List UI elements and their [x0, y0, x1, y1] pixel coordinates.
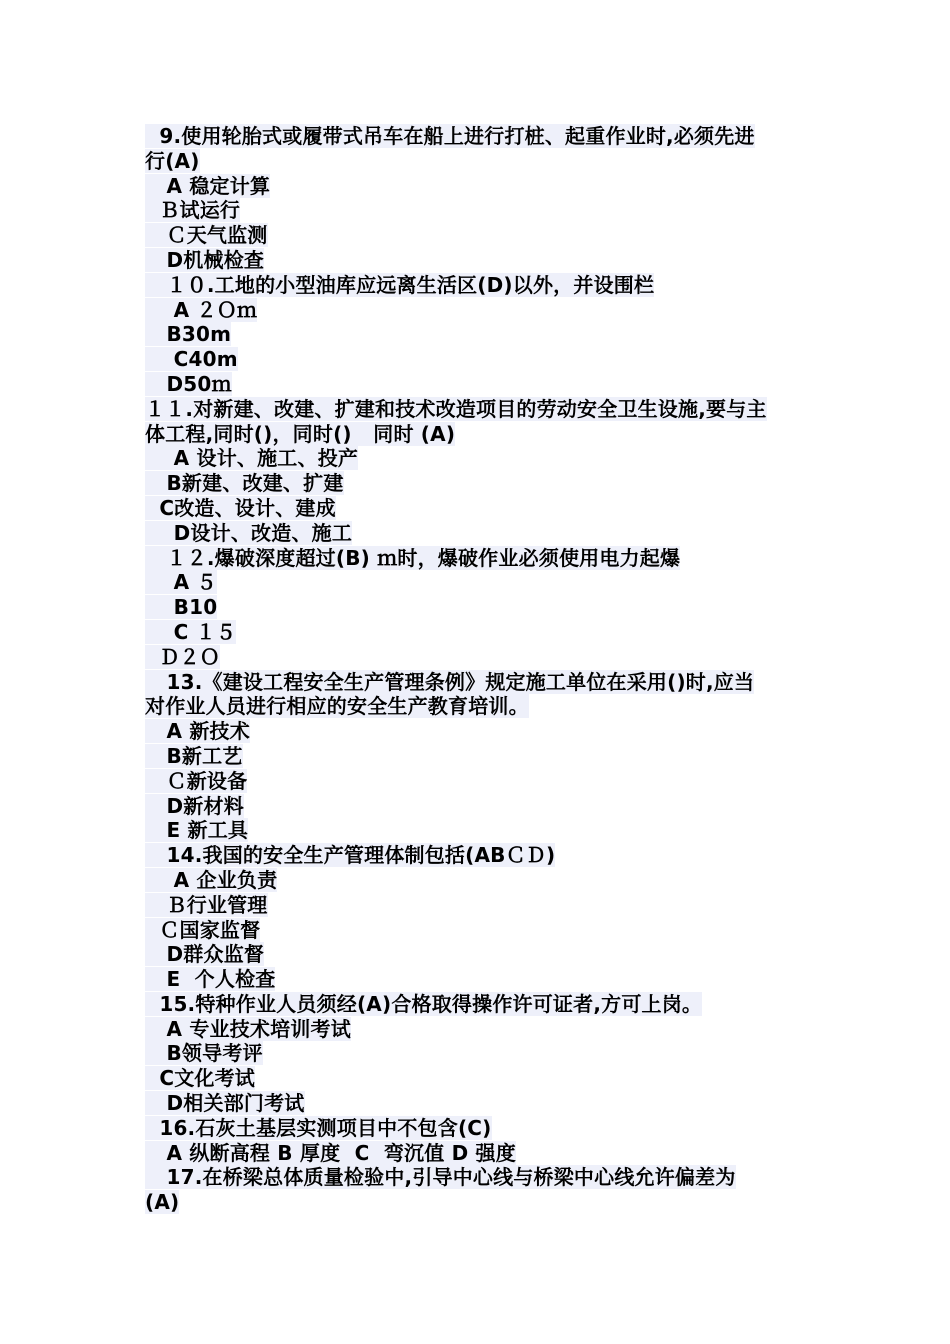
- text-line: [145, 645, 885, 670]
- line-text: A 设计、施工、投产: [145, 446, 359, 471]
- line-text: 9.使用轮胎式或履带式吊车在船上进行打桩、起重作业时,必须先进: [145, 124, 755, 148]
- line-text: 行(A): [145, 148, 200, 173]
- line-text: C １５: [145, 619, 237, 644]
- line-text: Ｃ新设备: [145, 768, 248, 793]
- line-text: C文化考试: [145, 1066, 256, 1091]
- line-text: B新工艺: [145, 743, 243, 768]
- line-text: (A): [145, 1190, 180, 1215]
- line-text: D相关部门考试: [145, 1091, 305, 1116]
- text-line: [145, 1091, 885, 1116]
- text-line: [145, 273, 885, 298]
- line-text: A 新技术: [145, 719, 250, 744]
- text-line: [145, 372, 885, 397]
- text-line: [145, 546, 885, 571]
- text-line: [145, 1141, 885, 1166]
- text-line: [145, 769, 885, 794]
- line-text: １１.对新建、改建、扩建和技术改造项目的劳动安全卫生设施,要与主: [145, 396, 767, 421]
- line-text: A 稳定计算: [145, 173, 271, 198]
- text-line: [145, 942, 885, 967]
- line-text: D新材料: [145, 793, 244, 818]
- line-text: 13.《建设工程安全生产管理条例》规定施工单位在采用()时,应当: [145, 669, 755, 694]
- line-text: 14.我国的安全生产管理体制包括(ABＣＤ): [145, 843, 556, 868]
- line-text: A 纵断高程 B 厚度 C 弯沉值 D 强度: [145, 1140, 516, 1165]
- text-line: [145, 570, 885, 595]
- line-text: C40m: [145, 347, 238, 372]
- text-line: [145, 918, 885, 943]
- text-line: [145, 496, 885, 521]
- line-text: B10: [145, 595, 218, 620]
- text-line: [145, 248, 885, 273]
- line-text: 16.石灰土基层实测项目中不包含(C): [145, 1115, 492, 1140]
- line-text: １０.工地的小型油库应远离生活区(D)以外，并设围栏: [145, 272, 655, 297]
- text-line: [145, 446, 885, 471]
- line-text: D机械检查: [145, 247, 265, 272]
- line-text: 17.在桥梁总体质量检验中,引导中心线与桥梁中心线允许偏差为: [145, 1165, 736, 1190]
- text-line: [145, 174, 885, 199]
- question-list: [145, 124, 885, 1215]
- text-line: [145, 620, 885, 645]
- line-text: B30m: [145, 322, 232, 347]
- line-text: Ｄ２Ｏ: [145, 644, 220, 669]
- text-line: [145, 843, 885, 868]
- text-line: [145, 818, 885, 843]
- text-line: [145, 298, 885, 323]
- text-line: [145, 868, 885, 893]
- text-line: [145, 471, 885, 496]
- line-text: E 个人检查: [145, 967, 276, 992]
- text-line: [145, 1190, 885, 1215]
- text-line: [145, 794, 885, 819]
- text-line: [145, 223, 885, 248]
- text-line: [145, 124, 885, 149]
- line-text: Ｂ行业管理: [145, 892, 268, 917]
- text-line: [145, 719, 885, 744]
- line-text: A 专业技术培训考试: [145, 1016, 351, 1041]
- line-text: 体工程,同时()，同时() 同时 (A): [145, 421, 456, 446]
- line-text: A ２Ｏｍ: [145, 297, 258, 322]
- text-line: [145, 1165, 885, 1190]
- text-line: [145, 397, 885, 422]
- text-line: [145, 694, 885, 719]
- text-line: [145, 1116, 885, 1141]
- line-text: D群众监督: [145, 942, 265, 967]
- line-text: C改造、设计、建成: [145, 495, 336, 520]
- text-line: [145, 1041, 885, 1066]
- text-line: [145, 1066, 885, 1091]
- text-line: [145, 1017, 885, 1042]
- line-text: A 企业负责: [145, 867, 278, 892]
- line-text: E 新工具: [145, 818, 249, 843]
- line-text: B新建、改建、扩建: [145, 471, 344, 496]
- text-line: [145, 595, 885, 620]
- text-line: [145, 893, 885, 918]
- line-text: B领导考评: [145, 1041, 263, 1066]
- text-line: [145, 149, 885, 174]
- line-text: 15.特种作业人员须经(A)合格取得操作许可证者,方可上岗。: [145, 991, 703, 1016]
- text-line: [145, 670, 885, 695]
- line-text: １２.爆破深度超过(B) ｍ时，爆破作业必须使用电力起爆: [145, 545, 681, 570]
- text-line: [145, 521, 885, 546]
- text-line: [145, 992, 885, 1017]
- text-line: [145, 198, 885, 223]
- line-text: 对作业人员进行相应的安全生产教育培训。: [145, 694, 529, 719]
- line-text: Ｃ国家监督: [145, 917, 261, 942]
- line-text: D50ｍ: [145, 371, 232, 396]
- text-line: [145, 744, 885, 769]
- line-text: Ｃ天气监测: [145, 223, 268, 248]
- text-line: [145, 347, 885, 372]
- text-line: [145, 322, 885, 347]
- text-line: [145, 422, 885, 447]
- line-text: Ｂ试运行: [145, 198, 241, 223]
- line-text: D设计、改造、施工: [145, 520, 353, 545]
- text-line: [145, 967, 885, 992]
- line-text: A ５: [145, 570, 217, 595]
